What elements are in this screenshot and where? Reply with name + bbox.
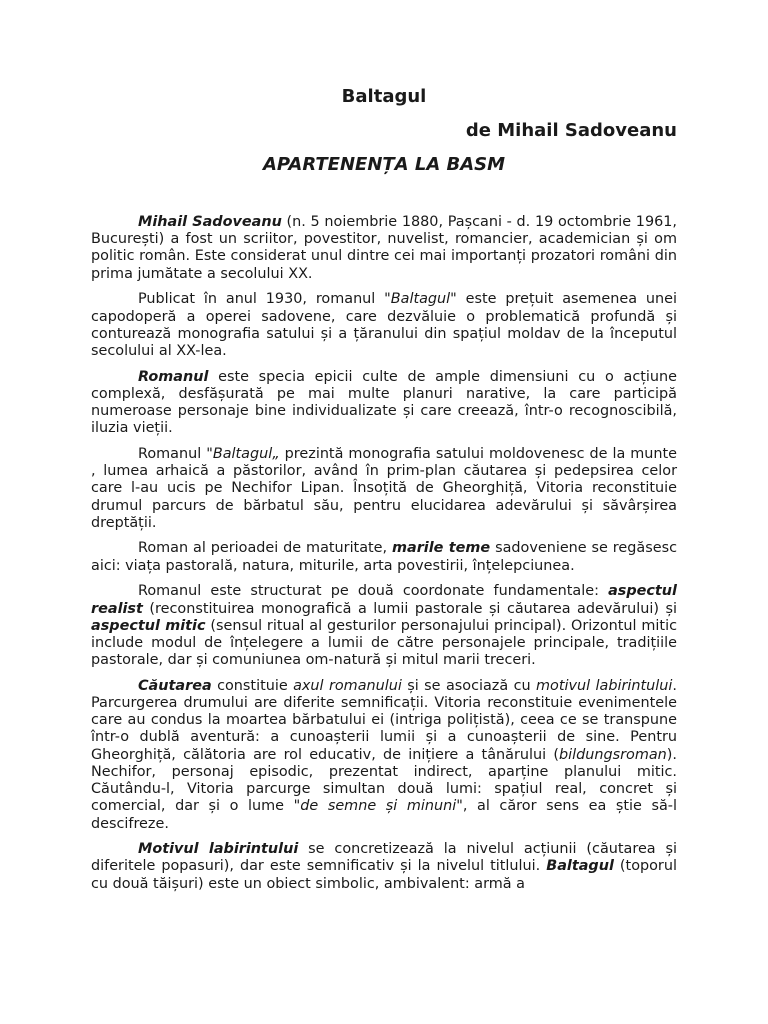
emphasized-text: Mihail Sadoveanu (138, 214, 282, 230)
paragraph-text: se concretizează la nivelul acțiunii (căutarea și diferitele popasuri), dar este semnificativ și la nivelul titlului. (91, 841, 677, 875)
emphasized-text: bildungsroman (558, 746, 667, 763)
body-paragraph (91, 369, 677, 438)
emphasized-text: Motivul labirintului (138, 841, 299, 858)
paragraph-text: (sensul ritual al gesturilor personajului principal). Orizontul mitic include modul de înțelegere a lumii de către personajele principale, tradițiile pastorale, dar și comuniunea om-natură și mitul marii treceri. (91, 617, 677, 669)
paragraph-text: . Parcurgerea drumului are diferite semnificații. Vitoria reconstituie evenimentele care au condus la moartea bărbatului ei (intriga polițistă), ceea ce se transpune într-o dublă aventură: a cunoașterii lumii și a cunoașterii de sine. Pentru Gheorghiță, călătoria are rol educativ, de inițiere a tânărului ( (91, 677, 677, 763)
body-paragraph (91, 583, 677, 669)
body-paragraph (91, 841, 677, 893)
paragraph-text: Publicat în anul 1930, romanul (138, 291, 385, 308)
paragraph-text: prezintă monografia satului moldovenesc de la munte , lumea arhaică a păstorilor, având în prim-plan căutarea și pedepsirea celor care l-au ucis pe Nechifor Lipan. Însoțită de Gheorghiță, Vitoria reconstituie drumul parcurs de bărbatul său, pentru elucidarea adevărului și săvârșirea dreptății. (91, 445, 678, 531)
emphasized-text: Căutarea (138, 677, 212, 694)
body-paragraph (91, 446, 677, 532)
emphasized-text: axul romanului (293, 677, 402, 694)
body-paragraph (91, 678, 677, 833)
document-subtitle: APARTENENȚA LA BASM (262, 154, 506, 175)
document-title: Baltagul (341, 86, 427, 107)
paragraph-text: (reconstituirea monografică a lumii pastorale și căutarea adevărului) și (142, 600, 677, 617)
emphasized-text: "Baltagul" (384, 291, 457, 308)
paragraph-text: (toporul cu două tăișuri) este un obiect simbolic, ambivalent: armă a (91, 858, 677, 892)
emphasized-text: marile teme (392, 540, 491, 557)
body-paragraph (91, 540, 677, 574)
paragraph-text: sadoveniene se regăsesc aici: viața pastorală, natura, miturile, arta povestirii, înțelepciunea. (91, 540, 677, 574)
paragraph-text: este prețuit asemenea unei capodoperă a operei sadovene, care dezvăluie o problematică profundă și conturează monografia satului și a țăranului din spațiul moldav de la începutul secolului al XX-lea. (91, 291, 677, 359)
body-paragraph (91, 214, 677, 283)
document-body (91, 214, 677, 901)
paragraph-text: Romanul (138, 445, 207, 462)
body-paragraph (91, 291, 677, 360)
emphasized-text: "de semne și minuni" (293, 798, 463, 815)
paragraph-text: Romanul este structurat pe două coordonate fundamentale: (138, 583, 609, 600)
emphasized-text: Baltagul (546, 858, 614, 875)
document-author: de Mihail Sadoveanu (465, 120, 677, 141)
paragraph-text: și se asociază cu (401, 677, 537, 694)
paragraph-text: constituie (211, 677, 294, 694)
emphasized-text: aspectul mitic (91, 617, 206, 634)
emphasized-text: motivul labirintului (536, 677, 673, 694)
emphasized-text: Romanul (138, 368, 209, 385)
paragraph-text: ). Nechifor, personaj episodic, prezentat indirect, aparține planului mitic. Căutându-l, Vitoria parcurge simultan două lumi: spațiul real, concret și comercial, dar și o lume (91, 746, 677, 815)
paragraph-text: Roman al perioadei de maturitate, (138, 540, 392, 557)
emphasized-text: aspectul realist (91, 583, 677, 617)
paragraph-text: este specia epicii culte de ample dimensiuni cu o acțiune complexă, desfășurată pe mai multe planuri narative, la care participă numeroase personaje bine individualizate și care creează, într-o recognoscibilă, iluzia vieții. (91, 368, 677, 437)
emphasized-text: "Baltagul„ (206, 445, 280, 462)
paragraph-text: , al căror sens ea știe să-l descifreze. (91, 798, 678, 832)
paragraph-text: (n. 5 noiembrie 1880, Pașcani - d. 19 octombrie 1961, București) a fost un scriitor, povestitor, nuvelist, romancier, academician și om politic român. Este considerat unul dintre cei mai importanți prozatori români din prima jumătate a secolului XX. (91, 214, 677, 282)
